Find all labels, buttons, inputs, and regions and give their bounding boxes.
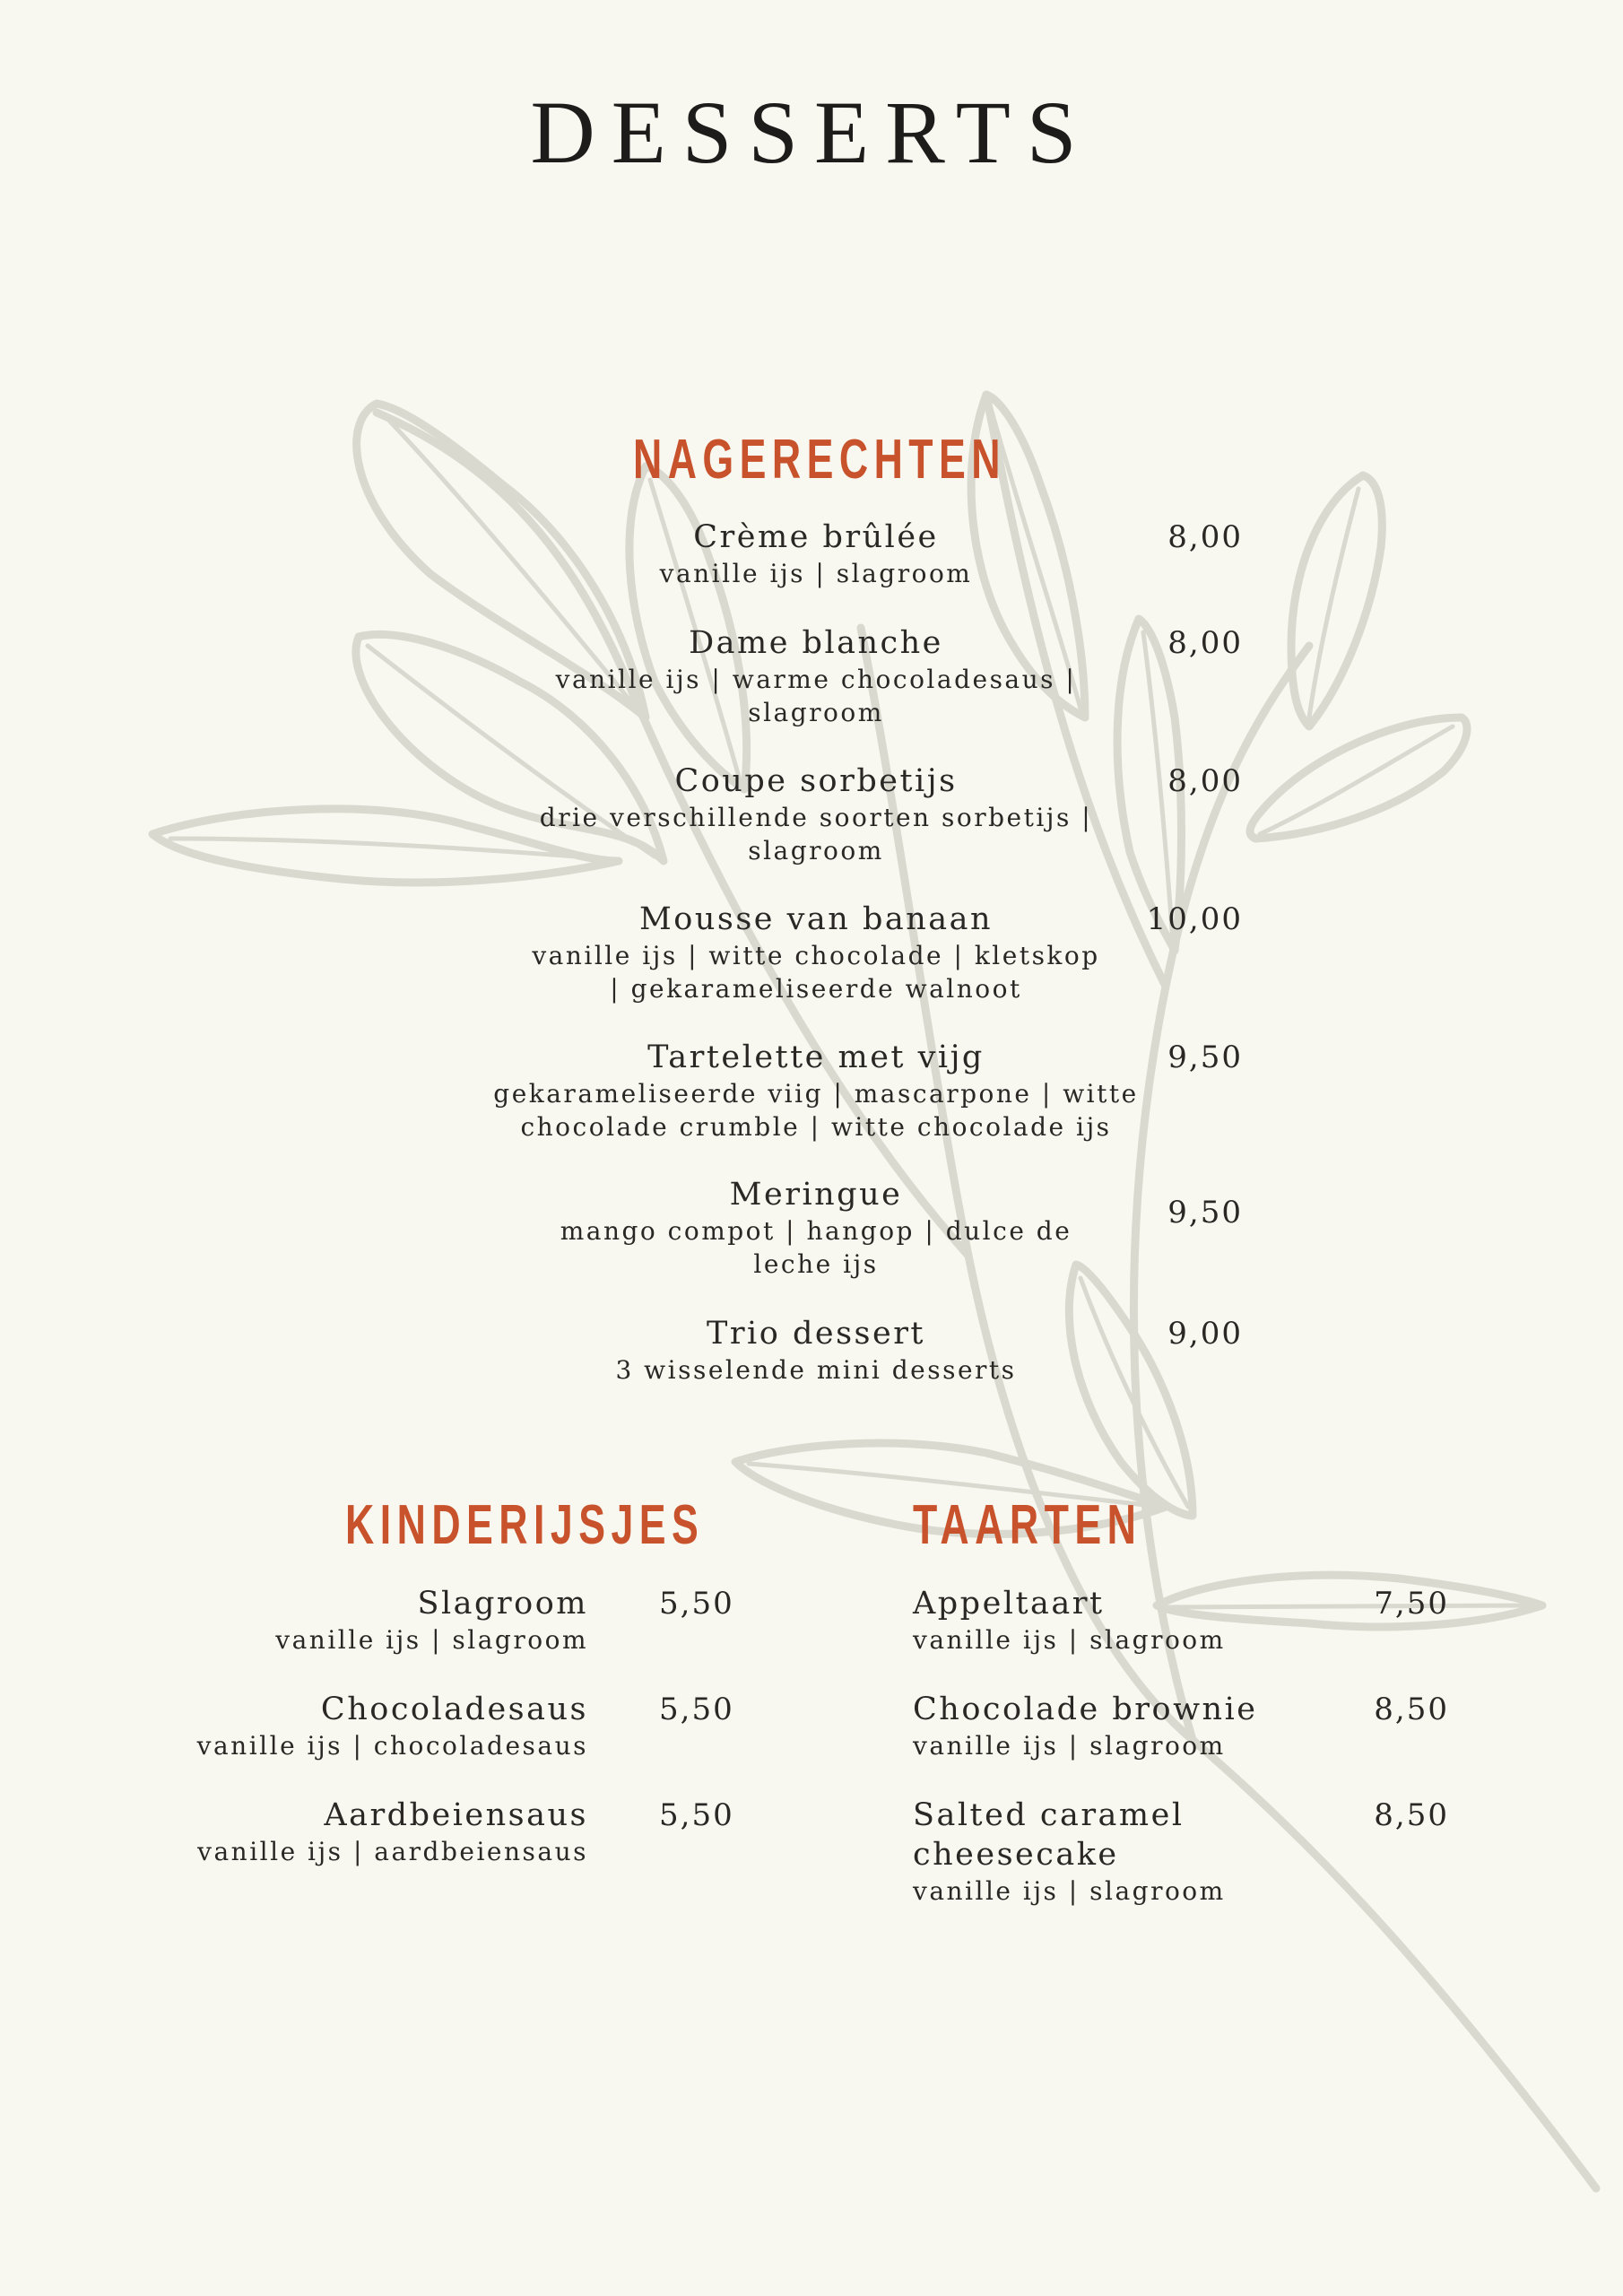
menu-item [913,1796,1236,1908]
section-heading-taarten: TAARTEN [913,1494,1142,1556]
menu-item [913,1584,1379,1657]
menu-item [86,1796,588,1868]
item-price: 9,00 [1167,1316,1243,1352]
item-description: vanille ijs | chocoladesaus [196,1731,588,1761]
item-description: mango compot | hangop | dulce de leche ijs [560,1216,1072,1279]
page-title: DESSERTS [530,83,1093,182]
item-description: vanille ijs | slagroom [913,1876,1226,1906]
item-name: Chocolade brownie [913,1692,1258,1727]
item-name: Slagroom [417,1586,588,1622]
item-name: Meringue [729,1177,903,1213]
item-price: 8,00 [1167,519,1243,555]
menu-item [475,900,1157,1005]
menu-item [913,1690,1379,1762]
item-name: Mousse van banaan [638,901,994,937]
item-price: 8,00 [1167,625,1243,661]
item-name: Trio dessert [706,1316,926,1352]
item-price: 7,50 [1374,1586,1449,1622]
item-name: Salted caramel cheesecake [913,1797,1185,1873]
item-price: 8,50 [1374,1797,1449,1833]
item-price: 10,00 [1146,901,1243,937]
item-description: vanille ijs | slagroom [275,1625,588,1655]
section-heading-nagerechten: NAGERECHTEN [633,429,1007,491]
item-description: vanille ijs | warme chocoladesaus | slagroom [555,665,1077,727]
item-name: Aardbeiensaus [324,1797,588,1833]
item-description: 3 wisselende mini desserts [615,1355,1017,1385]
item-price: 5,50 [659,1797,734,1833]
item-description: vanille ijs | slagroom [659,559,973,588]
menu-item [475,517,1157,590]
item-description: vanille ijs | witte chocolade | kletskop | gekarameliseerde walnoot [532,941,1100,1004]
item-price: 5,50 [659,1586,734,1622]
section-heading-kinderijsjes: KINDERIJSJES [345,1494,705,1556]
item-price: 8,50 [1374,1692,1449,1727]
item-description: gekarameliseerde viig | mascarpone | witte chocolade crumble | witte chocolade ijs [493,1079,1139,1142]
item-name: Dame blanche [689,625,943,661]
item-description: vanille ijs | slagroom [913,1625,1226,1655]
menu-item [86,1690,588,1762]
menu-item [475,1314,1157,1387]
item-price: 9,50 [1167,1039,1243,1075]
item-price: 9,50 [1167,1195,1243,1231]
item-name: Chocoladesaus [320,1692,588,1727]
item-name: Crème brûlée [693,519,939,555]
item-name: Appeltaart [913,1586,1105,1622]
item-description: vanille ijs | slagroom [913,1731,1226,1761]
item-price: 5,50 [659,1692,734,1727]
item-description: drie verschillende soorten sorbetijs | slagroom [539,803,1093,865]
menu-item [475,1175,1157,1281]
item-name: Tartelette met vijg [647,1039,985,1075]
menu-item [475,1038,1157,1144]
item-name: Coupe sorbetijs [674,763,958,799]
menu-item [86,1584,588,1657]
item-price: 8,00 [1167,763,1243,799]
menu-item [475,761,1157,867]
item-description: vanille ijs | aardbeiensaus [197,1837,588,1866]
menu-item [475,623,1157,729]
